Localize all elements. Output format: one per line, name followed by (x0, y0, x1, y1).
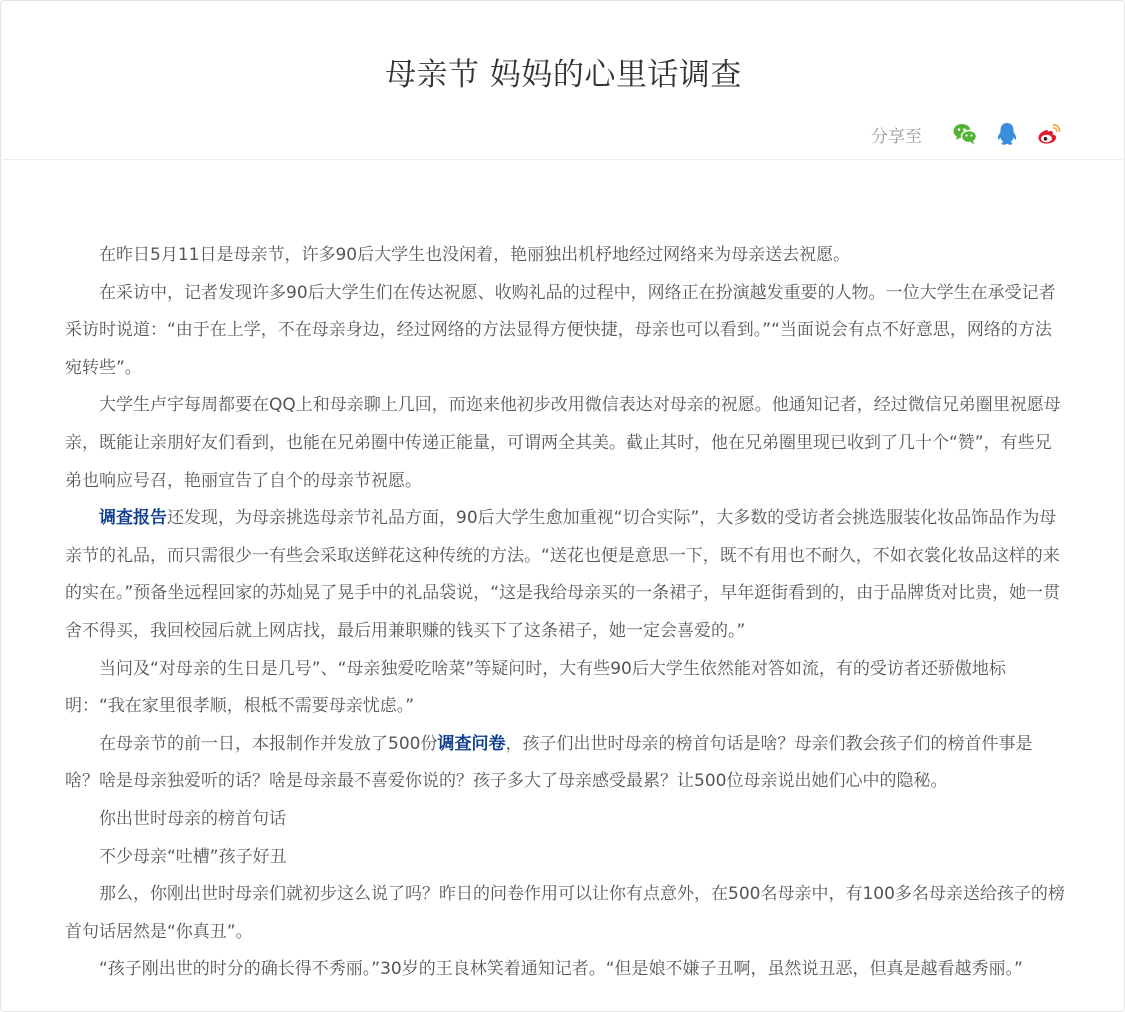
paragraph-text: 还发现，为母亲挑选母亲节礼品方面，90后大学生愈加重视“切合实际”，大多数的受访者会挑选服装化妆品饰品作为母亲节的礼品，而只需很少一有些会采取送鲜花这种传统的方法。“送花也便是意思一下，既不有用也不耐久，不如衣裳化妆品这样的来的实在。”预备坐远程回家的苏灿晃了晃手中的礼品袋说，“这是我给母亲买的一条裙子，早年逛街看到的，由于品牌货对比贵，她一贯舍不得买，我回校园后就上网店找，最后用兼职赚的钱买下了这条裙子，她一定会喜爱的。” (65, 508, 1061, 641)
article-subheading: 你出世时母亲的榜首句话 (99, 808, 286, 829)
article-paragraph: 当问及“对母亲的生日是几号”、“母亲独爱吃啥菜”等疑问时，大有些90后大学生依然能对答如流，有的受访者还骄傲地标明：“我在家里很孝顺，根柢不需要母亲忧虑。” (65, 658, 1006, 717)
wechat-icon[interactable] (952, 121, 978, 147)
share-bar (871, 121, 1062, 147)
article-paragraph: 大学生卢宇每周都要在QQ上和母亲聊上几回，而迩来他初步改用微信表达对母亲的祝愿。他通知记者，经过微信兄弟圈里祝愿母亲，既能让亲朋好友们看到，也能在兄弟圈中传递正能量，可谓两全其美。截止其时，他在兄弟圈里现已收到了几十个“赞”，有些兄弟也响应号召，艳丽宣告了自个的母亲节祝愿。 (65, 395, 1061, 491)
article-paragraph: 在采访中，记者发现许多90后大学生们在传达祝愿、收购礼品的过程中，网络正在扮演越发重要的人物。一位大学生在承受记者采访时说道：“由于在上学，不在母亲身边，经过网络的方法显得方便快捷，母亲也可以看到。”“当面说会有点不好意思，网络的方法宛转些”。 (65, 282, 1056, 378)
paragraph-text: 在母亲节的前一日，本报制作并发放了500份 (99, 733, 438, 754)
page-title: 母亲节 妈妈的心里话调查 (385, 57, 742, 93)
article-subheading: 不少母亲“吐槽”孩子好丑 (99, 846, 287, 867)
weibo-icon[interactable] (1036, 121, 1062, 147)
share-label: 分享至 (871, 126, 922, 147)
article-paragraph (65, 500, 1065, 650)
questionnaire-link[interactable]: 调查问卷 (437, 733, 506, 754)
article-paragraph: 在昨日5月11日是母亲节，许多90后大学生也没闲着，艳丽独出机杼地经过网络来为母亲送去祝愿。 (99, 245, 851, 265)
article-paragraph (65, 726, 1065, 801)
article-paragraph: “孩子刚出世的时分的确长得不秀丽。”30岁的王良林笑着通知记者。“但是娘不嫌子丑啊，虽然说丑恶，但真是越看越秀丽。” (99, 959, 1023, 980)
survey-report-link[interactable]: 调查报告 (99, 508, 167, 529)
qq-icon[interactable] (994, 121, 1020, 147)
paragraph-text: ，孩子们出世时母亲的榜首句话是啥？母亲们教会孩子们的榜首件事是啥？啥是母亲独爱听的话？啥是母亲最不喜爱你说的？孩子多大了母亲感受最累？让500位母亲说出她们心中的隐秘。 (65, 733, 1033, 792)
article-body (65, 237, 1065, 989)
article-paragraph: 那么，你刚出世时母亲们就初步这么说了吗？昨日的问卷作用可以让你有点意外，在500名母亲中，有100多名母亲送给孩子的榜首句话居然是“你真丑”。 (65, 884, 1065, 942)
header-divider (2, 159, 1123, 160)
